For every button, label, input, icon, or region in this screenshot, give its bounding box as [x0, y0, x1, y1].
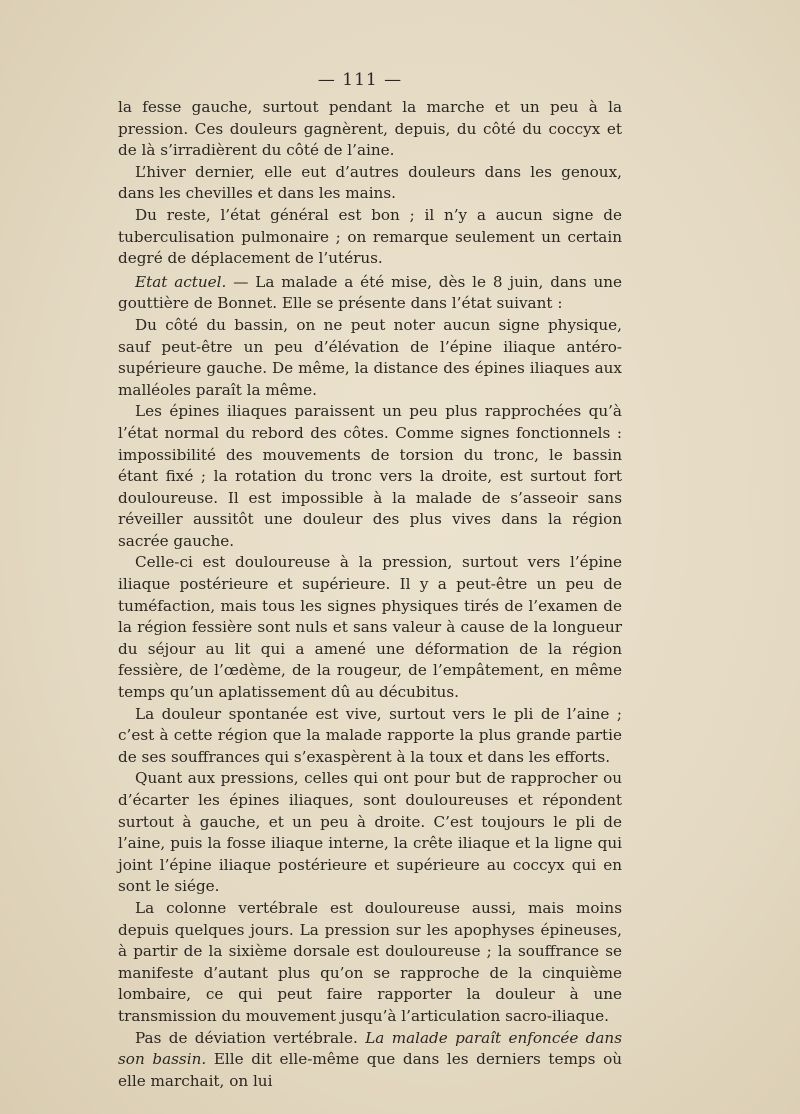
paragraph [118, 401, 622, 552]
paragraph-text: La douleur spontanée est vive, surtout vers le pli de l’aine ; c’est à cette région que la malade rapporte la plus grande partie de ses souffrances qui s’exaspèrent à la toux et dans les efforts. [118, 704, 622, 766]
italic-phrase: La malade paraît enfoncée dans son bassin. [118, 1028, 623, 1069]
paragraph-text: Les épines iliaques paraissent un peu plus rapprochées qu’à l’état normal du rebord des côtes. Comme signes fonctionnels : impossibilité des mouvements de torsion du tronc, le bassin étant fixé ; la rotation du tronc vers la droite, est surtout fort douloureuse. Il est impossible à la malade de s’asseoir sans réveiller aussitôt une douleur des plus vives dans la région sacrée gauche. [118, 402, 622, 550]
paragraph-text: — La malade a été mise, dès le 8 juin, dans une gouttière de Bonnet. Elle se présente dans l’état suivant : [118, 272, 623, 313]
paragraph [118, 898, 622, 1028]
paragraph-text: Du reste, l’état général est bon ; il n’y a aucun signe de tuberculisation pulmonaire ; on remarque seulement un certain degré de déplacement de l’utérus. [118, 205, 622, 268]
paragraph-text: L’hiver dernier, elle eut d’autres douleurs dans les genoux, dans les chevilles et dans les mains. [118, 162, 622, 203]
paragraph [118, 768, 622, 898]
paragraph-text: Pas de déviation vertébrale. [135, 1028, 366, 1047]
paragraph [118, 162, 622, 205]
paragraph-text: Celle-ci est douloureuse à la pression, surtout vers l’épine iliaque postérieure et supérieure. Il y a peut-être un peu de tuméfaction, mais tous les signes physiques tirés de l’examen de la région fessière sont nuls et sans valeur à cause de la longueur du séjour au lit qui a amené une déformation de la région fessière, de l’œdème, de la rougeur, de l’empâtement, en même temps qu’un aplatissement dû au décubitus. [118, 553, 622, 702]
paragraph [118, 1028, 622, 1093]
paragraph-text: la fesse gauche, surtout pendant la marche et un peu à la pression. Ces douleurs gagnèrent, depuis, du côté du coccyx et de là s’irradièrent du côté de l’aine. [118, 98, 622, 160]
paragraph [118, 552, 622, 703]
paragraph [118, 97, 622, 162]
paragraph-text: Elle dit elle-même que dans les derniers temps où elle marchait, on lui [118, 1050, 622, 1090]
paragraph [118, 272, 622, 315]
body-text [118, 97, 622, 1092]
paragraph-text: Du côté du bassin, on ne peut noter aucun signe physique, sauf peut-être un peu d’élévation de l’épine iliaque antéro-supérieure gauche. De même, la distance des épines iliaques aux malléoles paraît la même. [118, 315, 622, 399]
paragraph [118, 704, 622, 769]
paragraph [118, 205, 622, 270]
paragraph-text: Quant aux pressions, celles qui ont pour but de rapprocher ou d’écarter les épines iliaques, sont douloureuses et répondent surtout à gauche, et un peu à droite. C’est toujours le pli de l’aine, puis la fosse iliaque interne, la crête iliaque et la ligne qui joint l’épine iliaque postérieure et supérieure au coccyx qui en sont le siége. [118, 769, 622, 896]
paragraph-text: La colonne vertébrale est douloureuse aussi, mais moins depuis quelques jours. La pression sur les apophyses épineuses, à partir de la sixième dorsale est douloureuse ; la souffrance se manifeste d’autant plus qu’on se rapproche de la cinquième lombaire, ce qui peut faire rapporter la douleur à une transmission du mouvement jusqu’à l’articulation sacro-iliaque. [118, 898, 622, 1025]
paragraph [118, 315, 622, 401]
page-number: — 111 — [317, 70, 403, 90]
section-heading: Etat actuel. [135, 272, 227, 291]
